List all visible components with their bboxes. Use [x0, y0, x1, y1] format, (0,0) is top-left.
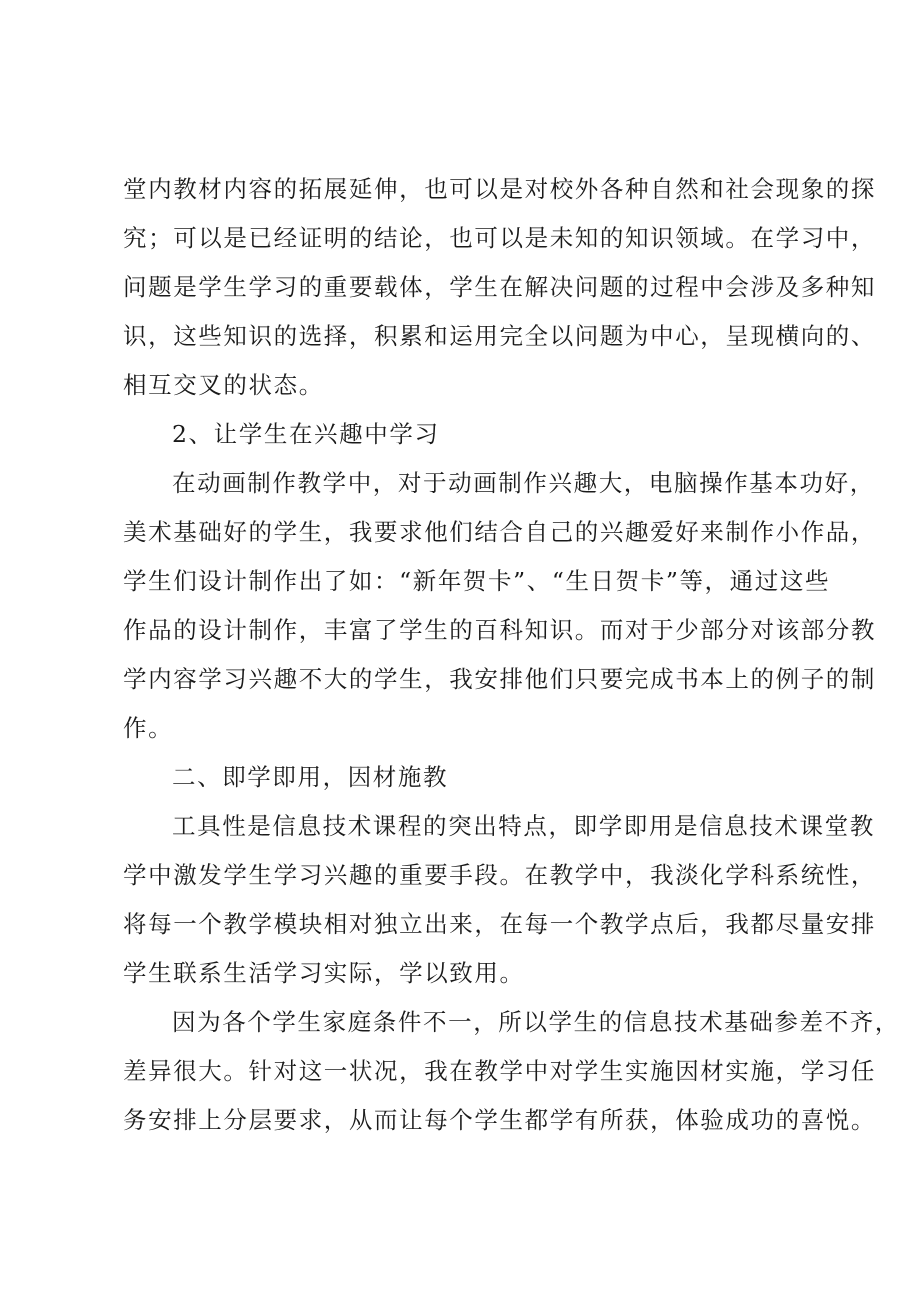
section-heading: 二、即学即用，因材施教	[172, 763, 449, 791]
section-heading: 2、让学生在兴趣中学习	[172, 420, 440, 448]
paragraph-line: 美术基础好的学生，我要求他们结合自己的兴趣爱好来制作小作品，	[123, 518, 876, 546]
paragraph-line: 在动画制作教学中，对于动画制作兴趣大，电脑操作基本功好，	[172, 469, 875, 497]
paragraph-line: 问题是学生学习的重要载体，学生在解决问题的过程中会涉及多种知	[123, 273, 876, 301]
paragraph-line: 学中激发学生学习兴趣的重要手段。在教学中，我淡化学科系统性，	[123, 861, 876, 889]
paragraph-line: 差异很大。针对这一状况，我在教学中对学生实施因材实施，学习任	[123, 1057, 876, 1085]
paragraph-line: 相互交叉的状态。	[123, 371, 324, 399]
paragraph-line: 学内容学习兴趣不大的学生，我安排他们只要完成书本上的例子的制	[123, 665, 876, 693]
paragraph-line: 工具性是信息技术课程的突出特点，即学即用是信息技术课堂教	[172, 812, 875, 840]
paragraph-line: 作品的设计制作，丰富了学生的百科知识。而对于少部分对该部分教	[123, 616, 876, 644]
paragraph-line: 将每一个教学模块相对独立出来，在每一个教学点后，我都尽量安排	[123, 910, 876, 938]
paragraph-line: 堂内教材内容的拓展延伸，也可以是对校外各种自然和社会现象的探	[123, 175, 876, 203]
paragraph-line: 识，这些知识的选择，积累和运用完全以问题为中心，呈现横向的、	[123, 322, 876, 350]
paragraph-line: 因为各个学生家庭条件不一，所以学生的信息技术基础参差不齐，	[172, 1008, 900, 1036]
paragraph-line: 务安排上分层要求，从而让每个学生都学有所获，体验成功的喜悦。	[123, 1106, 876, 1134]
paragraph-line: 学生联系生活学习实际，学以致用。	[123, 959, 525, 987]
paragraph-line: 究；可以是已经证明的结论，也可以是未知的知识领域。在学习中，	[123, 224, 876, 252]
paragraph-line: 学生们设计制作出了如：“新年贺卡”、“生日贺卡”等，通过这些	[123, 567, 831, 595]
paragraph-line: 作。	[123, 714, 174, 742]
